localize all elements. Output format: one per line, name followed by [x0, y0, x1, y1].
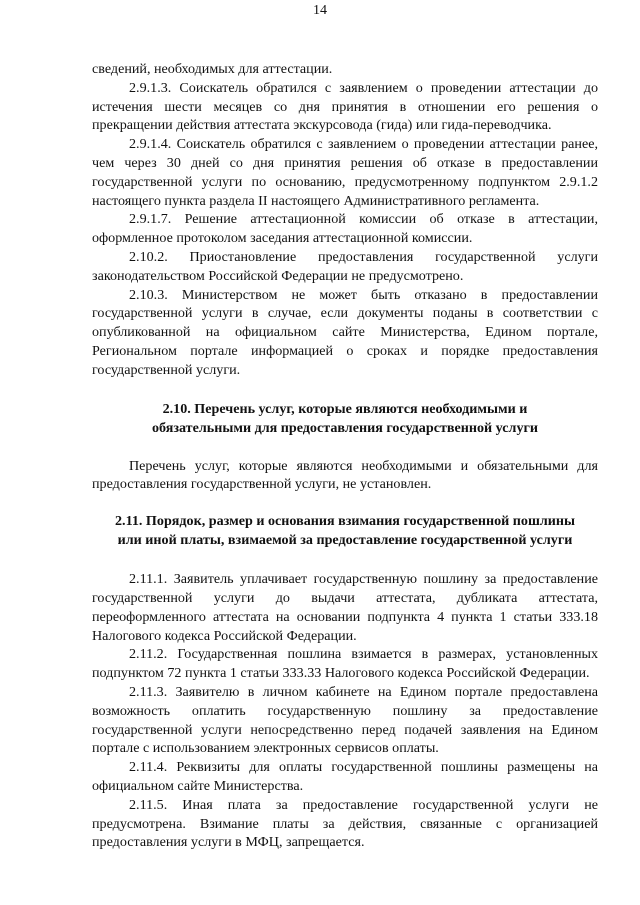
paragraph-2-11-3: 2.11.3. Заявителю в личном кабинете на Едином портале предоставлена возможность оплатить государственную пошлину за предоставление государственной услуги непосредственно перед подачей заявления на Едином портале с использованием электронных сервисов оплаты.	[92, 683, 598, 757]
section-heading-2-10	[92, 400, 598, 438]
paragraph-2-10-2: 2.10.2. Приостановление предоставления государственной услуги законодательством Российской Федерации не предусмотрено.	[92, 248, 598, 284]
section-heading-line: обязательными для предоставления государственной услуги	[151, 419, 539, 436]
section-heading-2-11	[92, 512, 598, 550]
paragraph-2-11-2: 2.11.2. Государственная пошлина взимается в размерах, установленных подпунктом 72 пункта 1 статьи 333.33 Налогового кодекса Российской Федерации.	[92, 646, 598, 682]
paragraph-2-11-1: 2.11.1. Заявитель уплачивает государственную пошлину за предоставление государственной услуги до выдачи аттестата, дубликата аттестата, переоформленного аттестата на основании подпункта 4 пункта 1 статьи 333.18 Налогового кодекса Российской Федерации.	[92, 571, 598, 644]
section-heading-line: 2.10. Перечень услуг, которые являются необходимыми и	[162, 400, 528, 417]
paragraph-2-9-1-4: 2.9.1.4. Соискатель обратился с заявлением о проведении аттестации ранее, чем через 30 дней со дня принятия решения об отказе в предоставлении государственной услуги по основанию, предусмотренному подпунктом 2.9.1.2 настоящего пункта раздела II настоящего Административного регламента.	[92, 136, 598, 209]
section-heading-line: 2.11. Порядок, размер и основания взимания государственной пошлины	[115, 513, 575, 530]
document-body	[92, 60, 598, 852]
paragraph-2-9-1-7: 2.9.1.7. Решение аттестационной комиссии об отказе в аттестации, оформленное протоколом заседания аттестационной комиссии.	[92, 211, 598, 247]
paragraph-2-9-1-3: 2.9.1.3. Соискатель обратился с заявлением о проведении аттестации до истечения шести месяцев со дня принятия в отношении его решения о прекращении действия аттестата экскурсовода (гида) или гида-переводчика.	[92, 79, 598, 134]
section-heading-line: или иной платы, взимаемой за предоставление государственной услуги	[117, 532, 573, 549]
paragraph-2-11-4: 2.11.4. Реквизиты для оплаты государственной пошлины размещены на официальном сайте Министерства.	[92, 759, 598, 794]
paragraph-2-10-text: Перечень услуг, которые являются необходимыми и обязательными для предоставления государственной услуги, не установлен.	[92, 457, 598, 493]
page-number: 14	[313, 3, 327, 18]
paragraph-continuation: сведений, необходимых для аттестации.	[92, 61, 333, 77]
paragraph-2-10-3: 2.10.3. Министерством не может быть отказано в предоставлении государственной услуги в случае, если документы поданы в соответствии с опубликованной на официальном сайте Министерства, Едином портале, Региональном портале информацией о сроках и порядке предоставления государственной услуги.	[92, 286, 598, 378]
paragraph-2-11-5: 2.11.5. Иная плата за предоставление государственной услуги не предусмотрена. Взимание платы за действия, связанные с организацией предоставления услуги в МФЦ, запрещается.	[92, 796, 598, 851]
